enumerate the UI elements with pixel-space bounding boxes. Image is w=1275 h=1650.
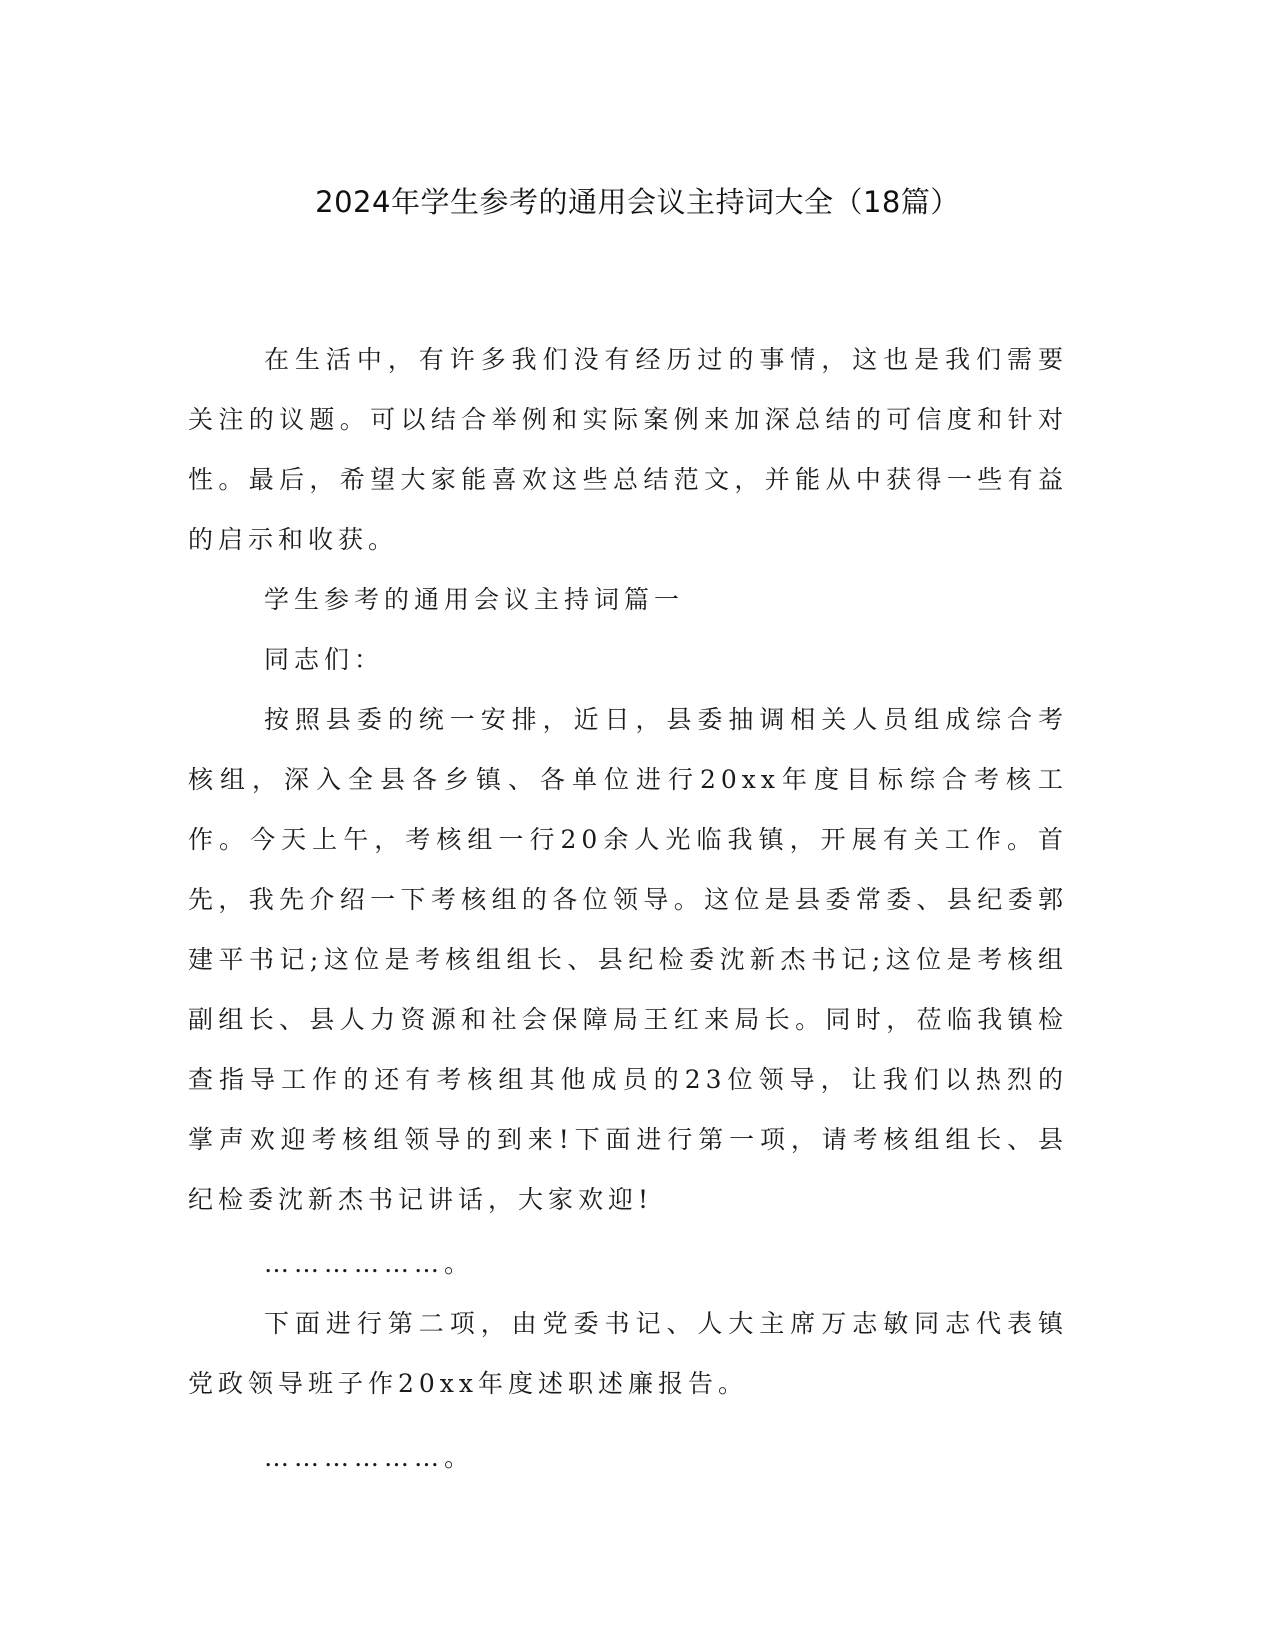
document-title: 2024年学生参考的通用会议主持词大全（18篇） [315,185,960,219]
salutation: 同志们： [264,645,385,674]
body-paragraph: 下面进行第二项，由党委书记、人大主席万志敏同志代表镇党政领导班子作20xx年度述职述廉报告。 [188,1309,1068,1398]
body-paragraph: 按照县委的统一安排，近日，县委抽调相关人员组成综合考核组，深入全县各乡镇、各单位进行20xx年度目标综合考核工作。今天上午，考核组一行20余人光临我镇，开展有关工作。首先，我先介绍一下考核组的各位领导。这位是县委常委、县纪委郭建平书记;这位是考核组组长、县纪检委沈新杰书记;这位是考核组副组长、县人力资源和社会保障局王红来局长。同时，莅临我镇检查指导工作的还有考核组其他成员的23位领导，让我们以热烈的掌声欢迎考核组领导的到来!下面进行第一项，请考核组组长、县纪检委沈新杰书记讲话，大家欢迎! [188,705,1068,1214]
intro-paragraph: 在生活中，有许多我们没有经历过的事情，这也是我们需要关注的议题。可以结合举例和实际案例来加深总结的可信度和针对性。最后，希望大家能喜欢这些总结范文，并能从中获得一些有益的启示和收获。 [188,345,1068,554]
document-body [188,330,1068,1488]
section-heading: 学生参考的通用会议主持词篇一 [264,585,685,614]
ellipsis-line: ………………。 [264,1249,475,1278]
ellipsis-line: ………………。 [264,1443,475,1472]
